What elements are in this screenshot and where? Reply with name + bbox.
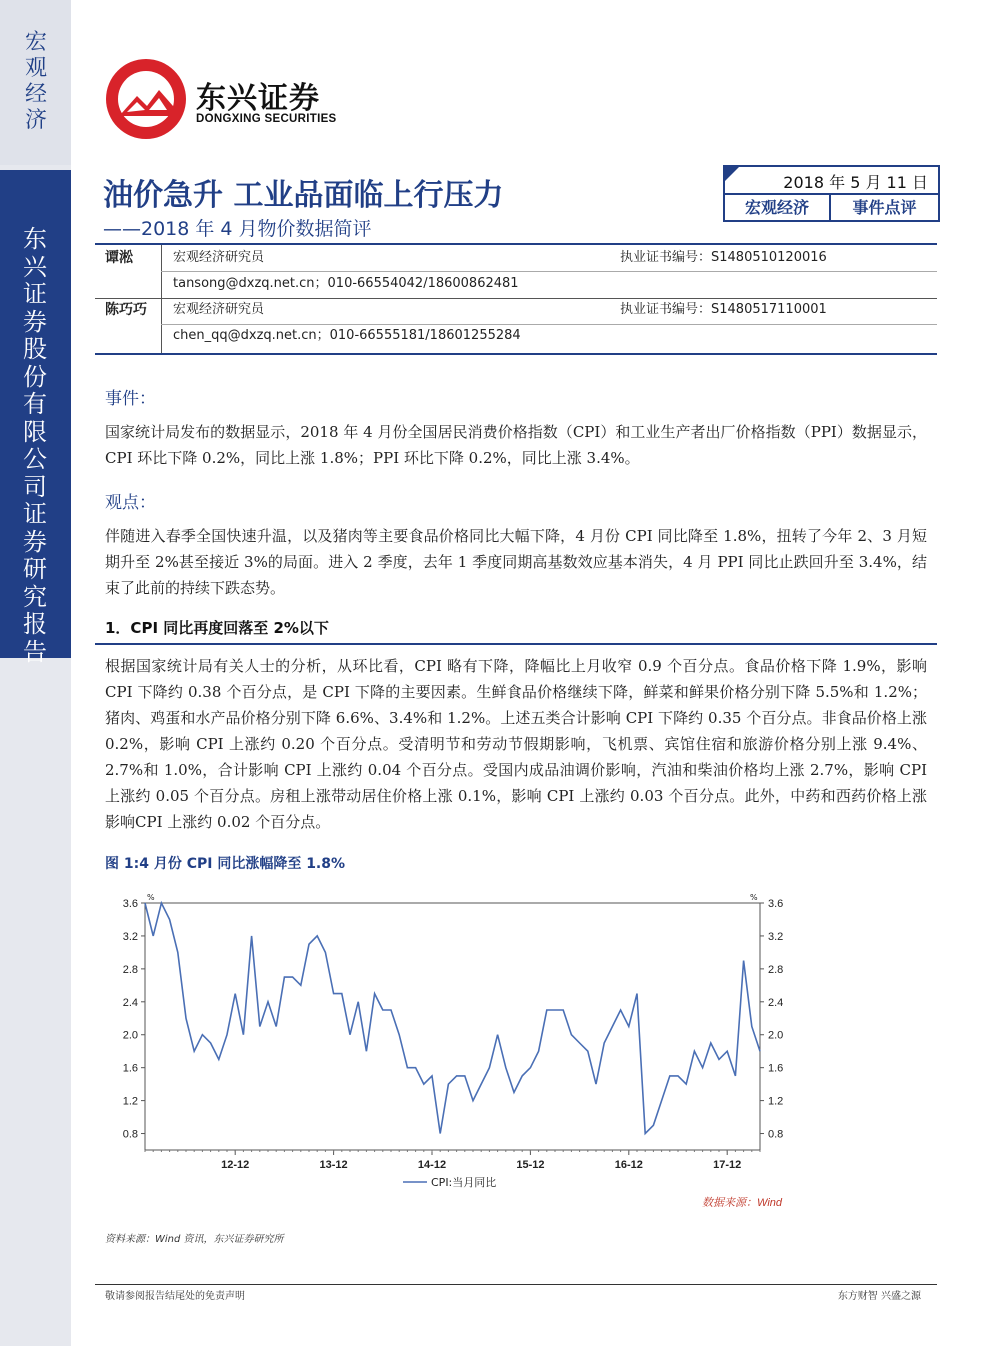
- y-tick-label-right: 3.2: [768, 930, 784, 943]
- x-tick-label: 12-12: [221, 1159, 250, 1171]
- author-role: 宏观经济研究员: [173, 302, 265, 317]
- view-heading: 观点：: [105, 493, 156, 513]
- y-tick-label-right: 2.0: [768, 1029, 784, 1042]
- author-contact-row: [95, 271, 937, 297]
- y-tick-label-right: 0.8: [768, 1128, 784, 1141]
- y-tick-label-right: 2.8: [768, 963, 784, 976]
- x-tick-label: 13-12: [319, 1159, 348, 1171]
- company-logo-icon: [103, 56, 189, 142]
- cpi-line-chart: [105, 888, 795, 1221]
- report-subtitle: ——2018 年 4 月物价数据简评: [103, 218, 372, 240]
- author-row: [95, 245, 937, 271]
- view-text: 伴随进入春季全国快速升温，以及猪肉等主要食品价格同比大幅下降，4 月份 CPI 同比降至 1.8%，扭转了今年 2、3 月短期升至 2%甚至接近 3%的局面。进入 2 季度，去年 1 季度同期高基数效应基本消失，4 月 PPI 同比止跌回升至 3.4%，结束了此前的持续下跌态势。: [105, 527, 927, 597]
- event-heading: 事件：: [105, 389, 156, 409]
- footer-disclaimer: 敬请参阅报告结尾处的免责声明: [105, 1291, 245, 1302]
- y-tick-label-right: 1.2: [768, 1095, 784, 1108]
- corner-triangle-icon: [725, 167, 739, 181]
- divider: [95, 643, 937, 645]
- sidebar-company-report: 东兴证券股份有限公司证券研究报告: [23, 225, 47, 666]
- y-tick-label-left: 0.8: [122, 1128, 138, 1141]
- author-name: 谭淞: [105, 250, 133, 266]
- authors-table: [95, 243, 937, 355]
- author-contact[interactable]: tansong@dxzq.net.cn；010-66554042/18600862481: [173, 276, 519, 291]
- y-unit-right: %: [750, 893, 758, 902]
- logo-name-en: DONGXING SECURITIES: [196, 113, 337, 125]
- author-contact-row: [95, 323, 937, 349]
- author-cert: 执业证书编号：S1480510120016: [620, 250, 827, 265]
- figure-title: 图 1:4 月份 CPI 同比涨幅降至 1.8%: [105, 856, 346, 872]
- date-tag-box: [723, 165, 940, 222]
- y-tick-label-left: 3.6: [122, 898, 138, 910]
- author-cert: 执业证书编号：S1480517110001: [620, 302, 827, 317]
- y-tick-label-right: 1.6: [768, 1062, 784, 1075]
- tag-event-review: 事件点评: [852, 198, 917, 217]
- tag-macro: 宏观经济: [725, 195, 831, 220]
- sidebar-category-block: [0, 0, 71, 165]
- author-role: 宏观经济研究员: [173, 250, 265, 265]
- x-tick-label: 15-12: [516, 1159, 545, 1171]
- x-tick-label: 16-12: [614, 1159, 643, 1171]
- y-tick-label-left: 1.6: [122, 1062, 138, 1075]
- author-name: 陈巧巧: [105, 302, 147, 318]
- x-tick-label: 17-12: [713, 1159, 742, 1171]
- y-tick-label-left: 2.4: [122, 996, 138, 1009]
- y-tick-label-right: 2.4: [768, 996, 784, 1009]
- divider: [95, 1284, 937, 1285]
- author-row: [95, 297, 937, 323]
- y-tick-label-left: 2.8: [122, 963, 138, 976]
- logo-name-cn: 东兴证券: [196, 81, 320, 116]
- legend-label: CPI:当月同比: [431, 1176, 497, 1189]
- plot-frame: [145, 903, 760, 1150]
- source-note: 资料来源：Wind 资讯，东兴证券研究所: [105, 1234, 284, 1245]
- report-date: 2018 年 5 月 11 日: [783, 173, 928, 192]
- sidebar: [0, 0, 71, 1346]
- sidebar-category: 宏观经济: [24, 30, 47, 133]
- y-tick-label-left: 1.2: [122, 1095, 138, 1108]
- y-tick-label-left: 3.2: [122, 930, 138, 943]
- y-unit-left: %: [147, 893, 155, 902]
- section-heading: 1．CPI 同比再度回落至 2%以下: [105, 619, 329, 637]
- section-text: 根据国家统计局有关人士的分析，从环比看，CPI 略有下降，降幅比上月收窄 0.9 个百分点。食品价格下降 1.9%，影响 CPI 下降约 0.38 个百分点，是 CPI 下降的主要因素。生鲜食品价格继续下降，鲜菜和鲜果价格分别下降 5.5%和 1.2%；猪肉、鸡蛋和水产品价格分别下降 6.6%、3.4%和 1.2%。上述五类合计影响 CPI 下降约 0.35 个百分点。非食品价格上涨 0.2%，影响 CPI 上涨约 0.20 个百分点。受清明节和劳动节假期影响，飞机票、宾馆住宿和旅游价格分别上涨 9.4%、2.7%和 1.0%，合计影响 CPI 上涨约 0.04 个百分点。受国内成品油调价影响，汽油和柴油价格均上涨 2.7%，影响 CPI 上涨约 0.05 个百分点。房租上涨带动居住价格上涨 0.1%，影响 CPI 上涨约 0.03 个百分点。此外，中药和西药价格上涨影响CPI 上涨约 0.02 个百分点。: [105, 657, 927, 831]
- sidebar-company-block: [0, 170, 71, 666]
- footer-slogan: 东方财智 兴盛之源: [837, 1291, 921, 1302]
- event-text: 国家统计局发布的数据显示，2018 年 4 月份全国居民消费价格指数（CPI）和工业生产者出厂价格指数（PPI）数据显示，CPI 环比下降 0.2%，同比上涨 1.8%；PPI 环比下降 0.2%，同比上涨 3.4%。: [105, 423, 927, 467]
- x-tick-label: 14-12: [417, 1159, 447, 1171]
- report-title: 油价急升 工业品面临上行压力: [103, 178, 504, 213]
- cpi-series-line: [145, 903, 760, 1134]
- chart-data-source: 数据来源：Wind: [702, 1197, 782, 1209]
- y-tick-label-right: 3.6: [768, 898, 784, 910]
- author-contact[interactable]: chen_qq@dxzq.net.cn；010-66555181/18601255284: [173, 328, 521, 343]
- y-tick-label-left: 2.0: [122, 1029, 138, 1042]
